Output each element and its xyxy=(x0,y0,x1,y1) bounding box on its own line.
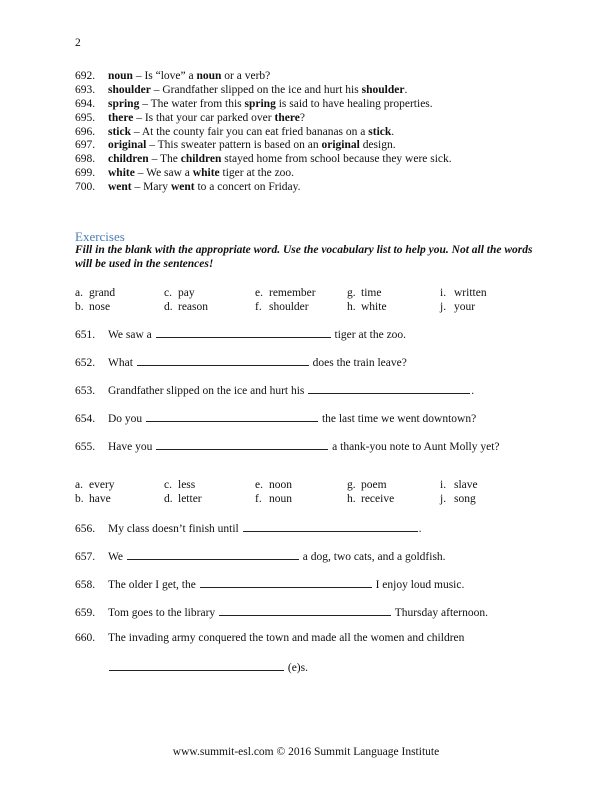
word-bank-item xyxy=(75,287,115,301)
question xyxy=(75,410,476,426)
example-text: is said to have healing properties. xyxy=(275,97,433,110)
option-word: white xyxy=(361,300,387,313)
vocab-entry xyxy=(75,98,452,112)
option-letter: e. xyxy=(255,479,263,491)
answer-blank[interactable] xyxy=(219,604,391,616)
question-text-after: tiger at the zoo. xyxy=(331,329,407,341)
vocab-entry xyxy=(75,181,452,195)
option-word: remember xyxy=(269,287,316,299)
vocab-word: children xyxy=(108,153,149,166)
word-bank-item xyxy=(440,287,487,301)
vocab-entry xyxy=(75,84,452,98)
question-number: 659. xyxy=(75,607,96,619)
option-letter: d. xyxy=(164,300,173,313)
option-letter: g. xyxy=(347,479,356,491)
word-bank-item xyxy=(347,287,381,301)
question-number: 653. xyxy=(75,385,96,397)
question xyxy=(75,326,406,342)
option-word: receive xyxy=(361,492,395,505)
question-text: Grandfather slipped on the ice and hurt his xyxy=(108,385,308,397)
word-bank-item xyxy=(347,479,387,493)
answer-blank[interactable] xyxy=(156,438,328,450)
instructions: Fill in the blank with the appropriate word. Use the vocabulary list to help you. Not all the words will be used in the sentences! xyxy=(75,244,533,270)
exercises-heading: Exercises xyxy=(75,229,125,244)
question-text-after: . xyxy=(418,523,422,535)
vocab-word: there xyxy=(108,111,134,124)
question-number: 660. xyxy=(75,632,96,644)
entry-number: 699. xyxy=(75,167,96,180)
option-word: time xyxy=(361,287,382,299)
question-660-continuation xyxy=(108,659,308,675)
option-letter: j. xyxy=(440,300,447,313)
question xyxy=(75,354,407,370)
answer-blank[interactable] xyxy=(308,382,470,394)
vocab-word-in-sentence: went xyxy=(170,181,195,194)
vocab-entry xyxy=(75,112,452,126)
question-text: The older I get, the xyxy=(108,579,199,591)
example-text: ? xyxy=(299,111,305,124)
question-text: Tom goes to the library xyxy=(108,607,219,619)
question xyxy=(75,576,464,592)
vocab-word: noun xyxy=(108,70,133,82)
vocab-word-in-sentence: noun xyxy=(196,70,222,82)
answer-blank[interactable] xyxy=(200,576,372,588)
word-bank-item xyxy=(75,301,110,315)
entry-number: 696. xyxy=(75,125,96,138)
option-word: written xyxy=(454,287,487,299)
entry-number: 695. xyxy=(75,111,96,124)
vocab-word: stick xyxy=(108,125,131,138)
question-text-after: . xyxy=(471,385,475,397)
example-text: – Is “love” a xyxy=(132,70,197,82)
q660-suffix: (e)s. xyxy=(285,662,308,674)
option-letter: j. xyxy=(440,492,447,505)
option-letter: f. xyxy=(255,492,262,505)
word-bank-item xyxy=(164,301,208,315)
question-text-after: the last time we went downtown? xyxy=(319,413,477,425)
vocab-word-in-sentence: there xyxy=(274,111,300,124)
question-text-after: a thank-you note to Aunt Molly yet? xyxy=(329,441,500,453)
entry-number: 693. xyxy=(75,83,96,96)
answer-blank[interactable] xyxy=(243,520,418,532)
example-text: – We saw a xyxy=(134,167,193,180)
option-word: pay xyxy=(178,287,195,299)
question-number: 652. xyxy=(75,357,96,369)
example-text: – Grandfather slipped on the ice and hurt his xyxy=(150,83,362,96)
question-text: Do you xyxy=(108,413,146,425)
option-word: song xyxy=(454,492,476,505)
option-word: grand xyxy=(89,287,116,299)
question-number: 655. xyxy=(75,441,96,453)
question-text-after: does the train leave? xyxy=(309,357,407,369)
vocab-word-in-sentence: shoulder xyxy=(361,83,405,96)
question xyxy=(75,604,488,620)
question xyxy=(75,520,422,536)
option-word: every xyxy=(89,479,115,491)
question xyxy=(75,548,446,564)
vocab-word-in-sentence: stick xyxy=(368,125,392,138)
example-text: – Mary xyxy=(131,181,171,194)
word-bank-item xyxy=(75,479,115,493)
word-bank-item xyxy=(347,493,394,507)
option-word: slave xyxy=(454,479,478,491)
question-text: We xyxy=(108,551,126,563)
example-text: stayed home from school because they were sick. xyxy=(221,153,452,166)
example-text: to a concert on Friday. xyxy=(194,181,301,194)
option-word: reason xyxy=(178,300,209,313)
option-letter: i. xyxy=(440,287,447,299)
question-text: The invading army conquered the town and made all the women and children xyxy=(108,632,465,644)
question-text: My class doesn’t finish until xyxy=(108,523,242,535)
option-letter: c. xyxy=(164,479,172,491)
question-number: 658. xyxy=(75,579,96,591)
option-letter: h. xyxy=(347,492,356,505)
option-letter: b. xyxy=(75,300,84,313)
word-bank-item xyxy=(255,301,309,315)
vocab-word-in-sentence: original xyxy=(321,139,360,152)
option-letter: f. xyxy=(255,300,262,313)
question-number: 657. xyxy=(75,551,96,563)
word-bank-item xyxy=(440,479,478,493)
answer-blank[interactable] xyxy=(137,354,309,366)
question-number: 654. xyxy=(75,413,96,425)
option-word: noun xyxy=(269,492,292,505)
option-letter: d. xyxy=(164,492,173,505)
word-bank-item xyxy=(440,493,476,507)
question xyxy=(75,382,474,398)
option-word: shoulder xyxy=(269,300,309,313)
word-bank-item xyxy=(255,287,316,301)
question-text: Have you xyxy=(108,441,156,453)
word-bank-item xyxy=(75,493,111,507)
option-word: nose xyxy=(89,300,111,313)
example-text: design. xyxy=(359,139,396,152)
word-bank-item xyxy=(255,493,292,507)
question-text: What xyxy=(108,357,136,369)
vocab-word: went xyxy=(108,181,132,194)
example-text: – The water from this xyxy=(139,97,245,110)
answer-blank[interactable] xyxy=(109,659,284,671)
option-letter: e. xyxy=(255,287,263,299)
entry-number: 698. xyxy=(75,153,96,166)
vocab-word-in-sentence: white xyxy=(192,167,220,180)
example-text: . xyxy=(391,125,395,138)
word-bank-item xyxy=(440,301,475,315)
question-text-after: I enjoy loud music. xyxy=(372,579,465,591)
option-word: noon xyxy=(269,479,292,491)
entry-number: 700. xyxy=(75,181,96,194)
vocab-word: original xyxy=(108,139,147,152)
word-bank-item xyxy=(164,287,195,301)
option-word: your xyxy=(454,300,476,313)
answer-blank[interactable] xyxy=(127,548,299,560)
question-text-after: a dog, two cats, and a goldfish. xyxy=(299,551,446,563)
answer-blank[interactable] xyxy=(146,410,318,422)
word-bank-item xyxy=(164,493,202,507)
word-bank-item xyxy=(347,301,387,315)
option-word: letter xyxy=(178,492,202,505)
option-word: have xyxy=(89,492,111,505)
vocab-entry xyxy=(75,167,452,181)
option-letter: i. xyxy=(440,479,447,491)
question-text: We saw a xyxy=(108,329,155,341)
question xyxy=(75,631,464,645)
question-number: 651. xyxy=(75,329,96,341)
question-number: 656. xyxy=(75,523,96,535)
vocab-entry xyxy=(75,153,452,167)
option-word: poem xyxy=(361,479,387,491)
entry-number: 692. xyxy=(75,70,96,82)
word-bank-item xyxy=(164,479,195,493)
vocab-entry xyxy=(75,126,452,140)
word-bank-item xyxy=(255,479,292,493)
option-letter: a. xyxy=(75,479,83,491)
option-letter: h. xyxy=(347,300,356,313)
vocabulary-list xyxy=(75,70,452,195)
entry-number: 694. xyxy=(75,97,96,110)
footer: www.summit-esl.com © 2016 Summit Language Institute xyxy=(172,746,440,758)
vocab-entry xyxy=(75,70,452,84)
example-text: or a verb? xyxy=(221,70,271,82)
entry-number: 697. xyxy=(75,139,96,152)
question xyxy=(75,438,500,454)
example-text: – This sweater pattern is based on an xyxy=(146,139,322,152)
vocab-word: white xyxy=(108,167,135,180)
vocab-entry xyxy=(75,139,452,153)
page-number: 2 xyxy=(75,37,81,49)
example-text: tiger at the zoo. xyxy=(219,167,295,180)
example-text: – At the county fair you can eat fried bananas on a xyxy=(131,125,369,138)
question-text-after: Thursday afternoon. xyxy=(392,607,488,619)
answer-blank[interactable] xyxy=(156,326,331,338)
option-letter: c. xyxy=(164,287,172,299)
vocab-word-in-sentence: spring xyxy=(244,97,276,110)
vocab-word-in-sentence: children xyxy=(180,153,222,166)
vocab-word: shoulder xyxy=(108,83,151,96)
example-text: . xyxy=(404,83,408,96)
vocab-word: spring xyxy=(108,97,140,110)
example-text: – Is that your car parked over xyxy=(133,111,275,124)
option-letter: a. xyxy=(75,287,83,299)
option-letter: g. xyxy=(347,287,356,299)
example-text: – The xyxy=(148,153,181,166)
option-letter: b. xyxy=(75,492,84,505)
option-word: less xyxy=(178,479,196,491)
